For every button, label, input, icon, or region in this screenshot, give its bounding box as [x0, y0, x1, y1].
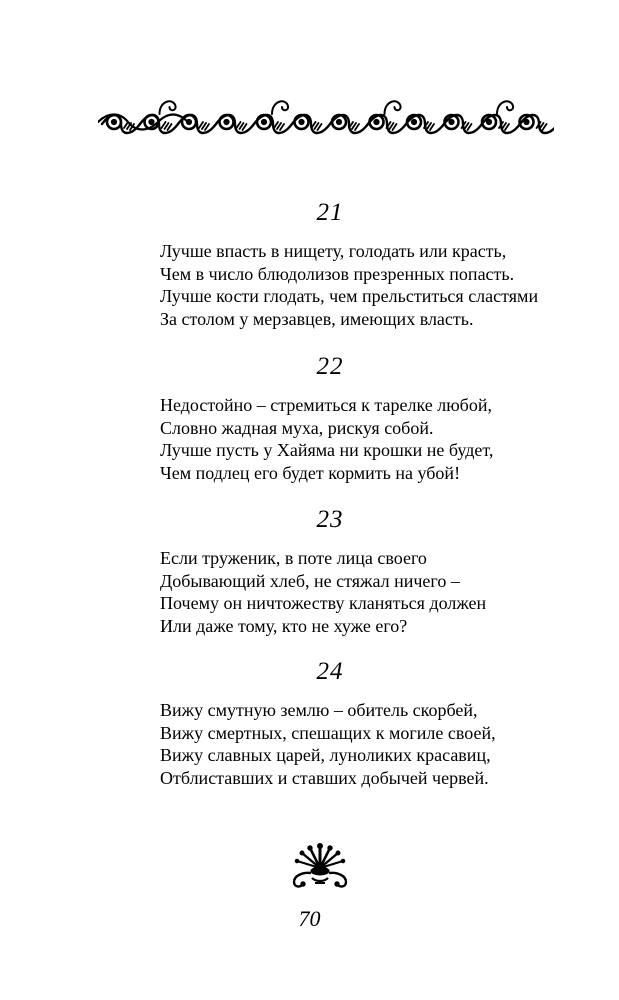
poem-number: 24: [316, 658, 344, 685]
poem-line: Или даже тому, кто не хуже его?: [160, 615, 408, 636]
poem-line: Если труженик, в поте лица своего: [160, 548, 427, 568]
poem-line: Добывающий хлеб, не стяжал ничего –: [160, 570, 460, 591]
palmette-ornament-icon: [290, 842, 350, 890]
poem-line: Почему он ничтожеству кланяться должен: [160, 593, 487, 613]
poem-line: Лучше пусть у Хайяма ни крошки не будет,: [160, 440, 494, 460]
poem-line: Чем подлец его будет кормить на убой!: [160, 462, 461, 483]
poem-21: [160, 198, 580, 330]
poem-line: Отблиставших и ставших добычей червей.: [160, 767, 489, 788]
poem-line: Чем в число блюдолизов презренных попасть.: [160, 263, 515, 284]
poem-line: Лучше впасть в нищету, голодать или красть,: [160, 241, 507, 261]
poem-24: [160, 657, 580, 789]
poem-line: Вижу смутную землю – обитель скорбей,: [160, 700, 478, 720]
page-number: 70: [298, 906, 321, 931]
poem-23: [160, 505, 580, 637]
poem-line: Недостойно – стремиться к тарелке любой,: [160, 395, 492, 415]
scroll-vine-ornament-icon: [98, 90, 554, 142]
poem-line: Вижу смертных, спешащих к могиле своей,: [160, 722, 496, 743]
poem-line: Словно жадная муха, рискуя собой.: [160, 417, 434, 438]
poem-line: Вижу славных царей, луноликих красавиц,: [160, 745, 491, 765]
poem-line: За столом у мерзавцев, имеющих власть.: [160, 308, 474, 329]
poem-line: Лучше кости глодать, чем прельститься сластями: [160, 286, 539, 306]
poem-number: 21: [316, 199, 344, 226]
poem-number: 22: [316, 353, 344, 380]
poem-22: [160, 352, 580, 484]
poem-number: 23: [316, 506, 344, 533]
